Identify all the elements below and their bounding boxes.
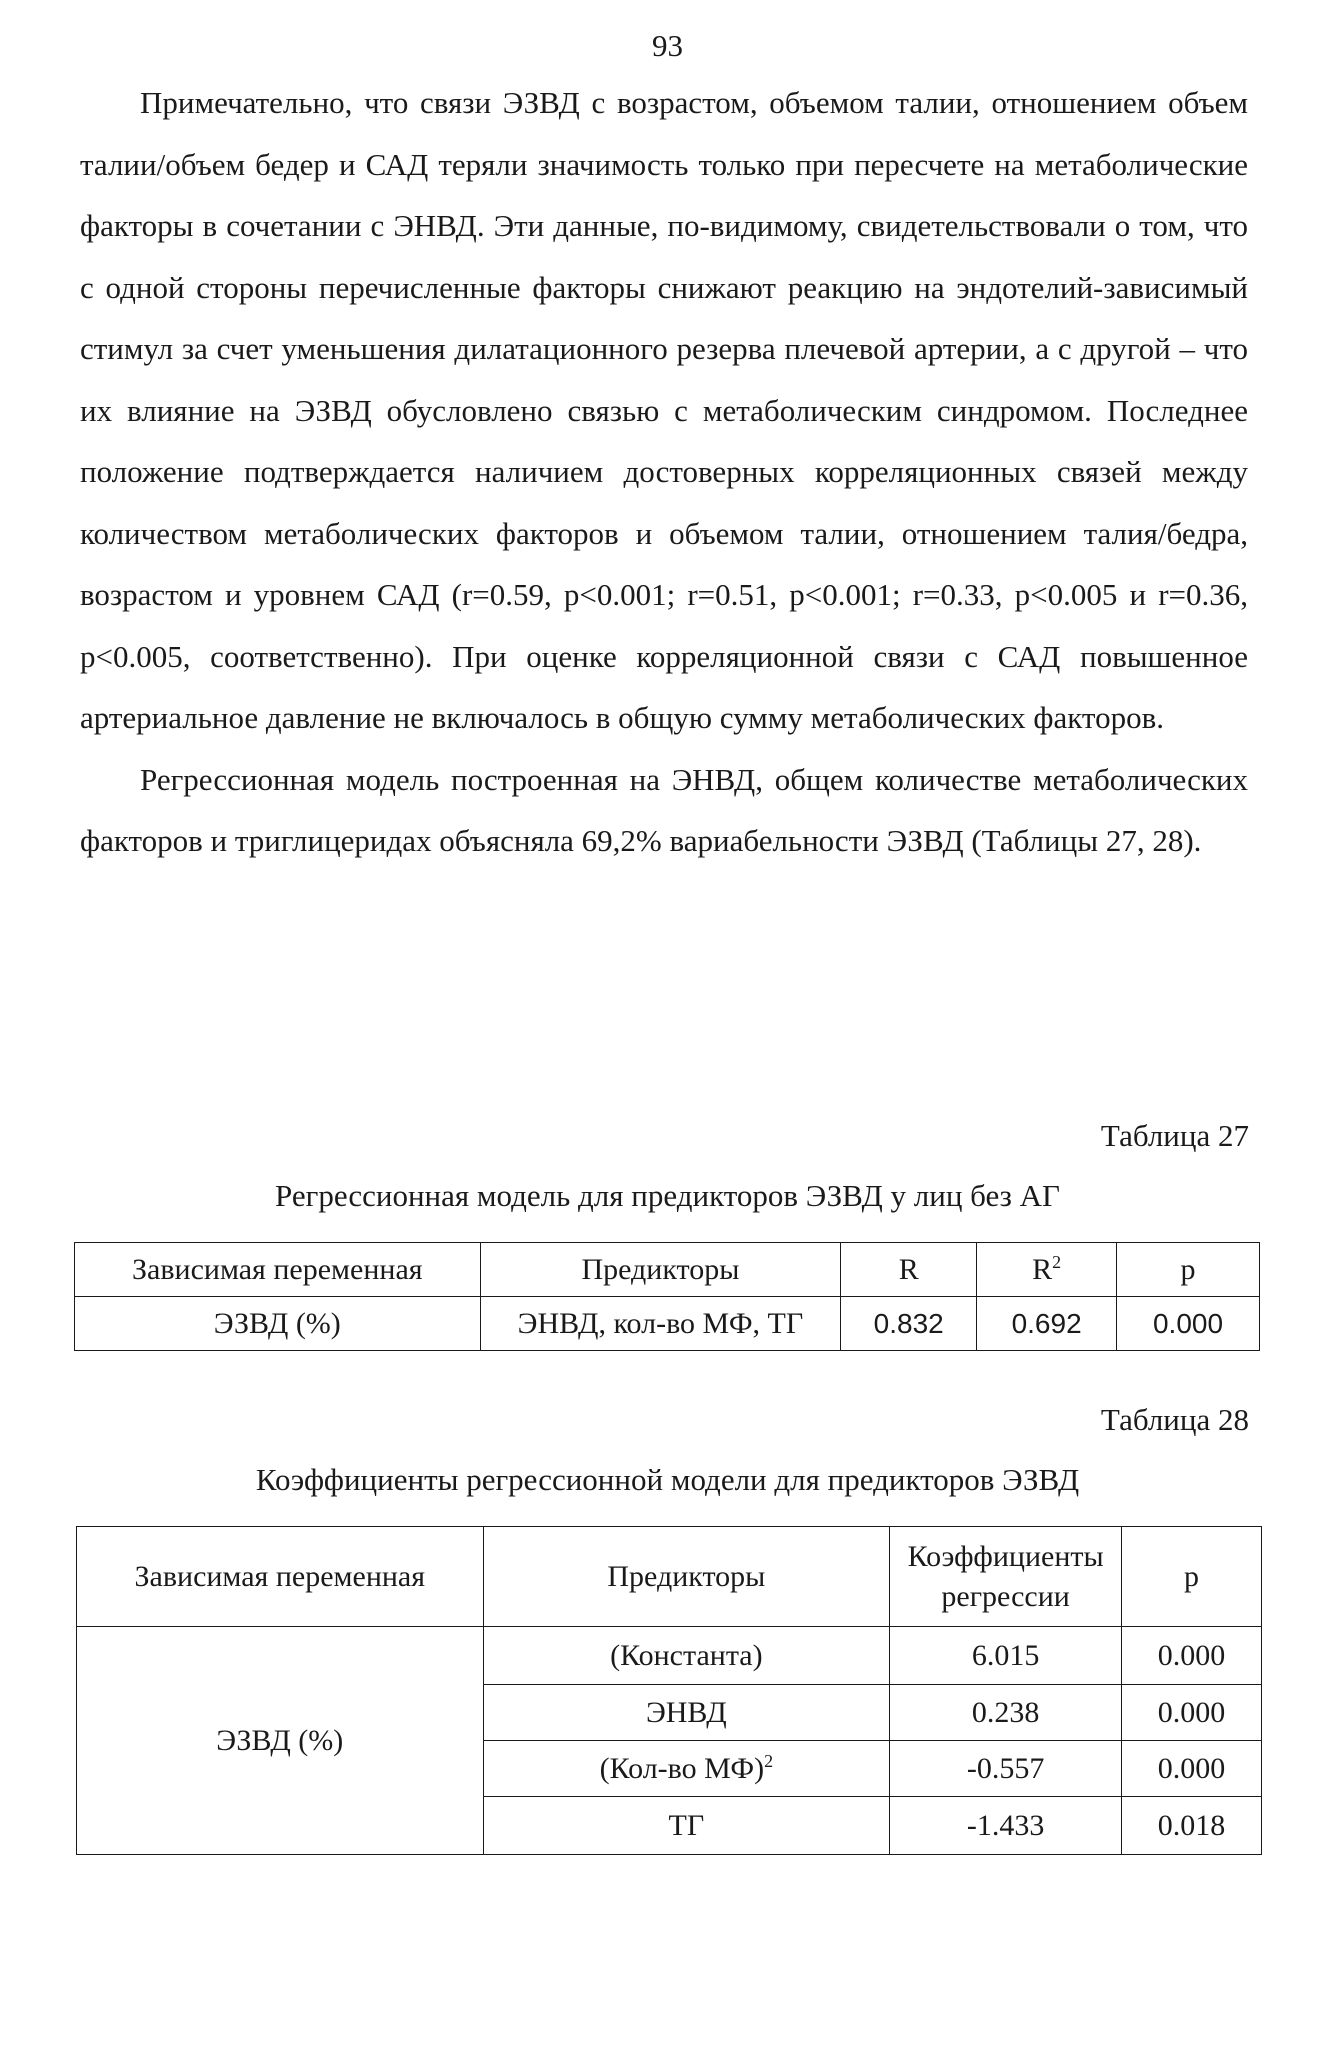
cell-dependent: ЭЗВД (%) (77, 1627, 484, 1855)
cell-predictor: (Константа) (483, 1627, 890, 1685)
table-27-title: Регрессионная модель для предикторов ЭЗВД у лиц без АГ (275, 1178, 1060, 1213)
header-coefficients (890, 1527, 1122, 1627)
cell-r-squared: 0.692 (977, 1297, 1117, 1351)
cell-p: 0.000 (1117, 1297, 1260, 1351)
header-predictors: Предикторы (483, 1527, 890, 1627)
cell-predictor: ЭНВД (483, 1685, 890, 1741)
header-dependent: Зависимая переменная (75, 1243, 481, 1297)
paragraph: Примечательно, что связи ЭЗВД с возрастом, объемом талии, отношением объем талии/объем бедер и САД теряли значимость только при пересчете на метаболические факторы в сочетании с ЭНВД. Эти данные, по-видимому, свидетельствовали о том, что с одной стороны перечисленные факторы снижают реакцию на эндотелий-зависимый стимул за счет уменьшения дилатационного резерва плечевой артерии, а с другой – что их влияние на ЭЗВД обусловлено связью с метаболическим синдромом. Последнее положение подтверждается наличием достоверных корреляционных связей между количеством метаболических факторов и объемом талии, отношением талия/бедра, возрастом и уровнем САД (r=0.59, p<0.001; r=0.51, p<0.001; r=0.33, p<0.005 и r=0.36, p<0.005, соответственно). При оценке корреляционной связи с САД повышенное артериальное давление не включалось в общую сумму метаболических факторов. (80, 85, 1248, 735)
paragraph: Регрессионная модель построенная на ЭНВД, общем количестве метаболических факторов и триглицеридах объясняла 69,2% вариабельности ЭЗВД (Таблицы 27, 28). (80, 761, 1248, 858)
cell-r: 0.832 (841, 1297, 977, 1351)
cell-coefficient: -0.557 (890, 1741, 1122, 1797)
page-number: 93 (652, 28, 683, 63)
table-27 (74, 1242, 1260, 1351)
cell-p: 0.000 (1122, 1685, 1262, 1741)
table-header-row (77, 1527, 1262, 1627)
cell-p: 0.018 (1122, 1797, 1262, 1855)
table-28 (76, 1526, 1262, 1855)
cell-predictors: ЭНВД, кол-во МФ, ТГ (480, 1297, 841, 1351)
cell-p: 0.000 (1122, 1741, 1262, 1797)
body-text (80, 72, 1248, 872)
table-row (75, 1297, 1260, 1351)
predictor-superscript: 2 (764, 1750, 774, 1771)
header-predictors: Предикторы (480, 1243, 841, 1297)
predictor-text: (Кол-во МФ) (599, 1751, 765, 1785)
header-r-squared (977, 1243, 1117, 1297)
header-dependent: Зависимая переменная (77, 1527, 484, 1627)
header-coefficients-line2: регрессии (941, 1579, 1070, 1613)
r2-base: R (1032, 1252, 1053, 1286)
header-r: R (841, 1243, 977, 1297)
cell-coefficient: -1.433 (890, 1797, 1122, 1855)
cell-predictor: ТГ (483, 1797, 890, 1855)
table-28-title: Коэффициенты регрессионной модели для предикторов ЭЗВД (255, 1462, 1080, 1497)
table-27-label: Таблица 27 (1100, 1118, 1249, 1153)
header-p: p (1122, 1527, 1262, 1627)
header-p: p (1117, 1243, 1260, 1297)
table-row (77, 1627, 1262, 1685)
cell-predictor (483, 1741, 890, 1797)
table-28-label: Таблица 28 (1100, 1402, 1249, 1437)
cell-coefficient: 0.238 (890, 1685, 1122, 1741)
table-header-row (75, 1243, 1260, 1297)
cell-p: 0.000 (1122, 1627, 1262, 1685)
r2-superscript: 2 (1052, 1251, 1062, 1272)
header-coefficients-line1: Коэффициенты (907, 1539, 1104, 1573)
cell-dependent: ЭЗВД (%) (75, 1297, 481, 1351)
cell-coefficient: 6.015 (890, 1627, 1122, 1685)
